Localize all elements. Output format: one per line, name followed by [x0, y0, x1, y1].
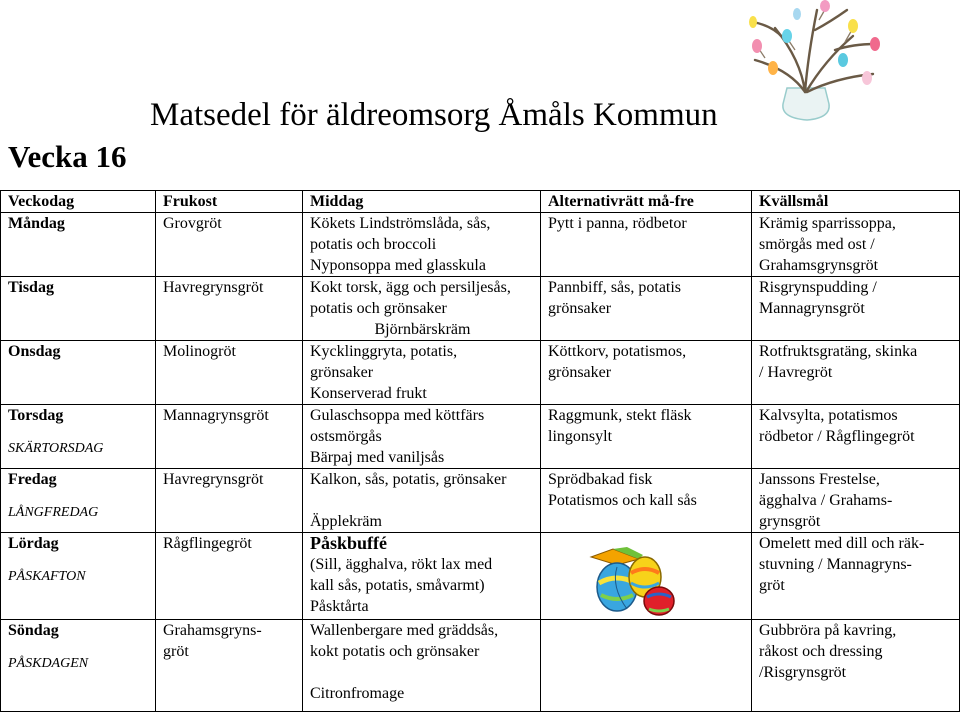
dessert-line: Påsktårta: [310, 598, 369, 615]
evening-line: Rotfruktsgratäng, skinka: [759, 343, 918, 360]
holiday-name: PÅSKDAGEN: [8, 656, 89, 671]
breakfast-text: Molinogröt: [163, 343, 236, 360]
day-name: Tisdag: [8, 279, 54, 296]
easter-branch-vase-icon: [735, 0, 885, 122]
holiday-name: SKÄRTORSDAG: [8, 441, 104, 456]
alternative-cell: [541, 405, 752, 469]
table-row: [1, 341, 960, 405]
dinner-line: kokt potatis och grönsaker: [310, 643, 480, 660]
dinner-line: (Sill, ägghalva, rökt lax med: [310, 556, 493, 573]
dinner-line: grönsaker: [310, 364, 374, 381]
day-name: Måndag: [8, 215, 65, 232]
evening-line: Grahamsgrynsgröt: [759, 257, 879, 274]
dinner-heading: Påskbuffé: [310, 533, 388, 553]
evening-line: / Havregröt: [759, 364, 833, 381]
spacer: [310, 662, 535, 683]
table-row: [1, 277, 960, 341]
alternative-line: Raggmunk, stekt fläsk: [548, 407, 692, 424]
evening-line: stuvning / Mannagryns-: [759, 556, 912, 573]
breakfast-cell: [156, 341, 303, 405]
alternative-cell: [541, 469, 752, 533]
day-cell: [1, 533, 156, 620]
alternative-line: lingonsylt: [548, 428, 613, 445]
evening-line: råkost och dressing: [759, 643, 883, 660]
evening-line: Gubbröra på kavring,: [759, 622, 897, 639]
breakfast-text: Grahamsgryns-: [163, 622, 262, 639]
breakfast-text: Rågflingegröt: [163, 535, 252, 552]
dessert-line: Nyponsoppa med glasskula: [310, 257, 486, 274]
breakfast-cell: [156, 533, 303, 620]
header-evening: Kvällsmål: [752, 191, 960, 213]
holiday-name: LÅNGFREDAG: [8, 505, 99, 520]
breakfast-cell: [156, 277, 303, 341]
table-row: [1, 533, 960, 620]
menu-table: [0, 190, 960, 712]
dessert-line: Konserverad frukt: [310, 385, 427, 402]
alternative-line: Köttkorv, potatismos,: [548, 343, 687, 360]
alternative-line: Sprödbakad fisk: [548, 471, 653, 488]
table-row: [1, 469, 960, 533]
evening-cell: [752, 277, 960, 341]
alternative-cell: [541, 277, 752, 341]
breakfast-cell: [156, 620, 303, 712]
day-cell: [1, 405, 156, 469]
day-name: Onsdag: [8, 343, 61, 360]
spacer: [310, 490, 535, 511]
dinner-line: Kycklinggryta, potatis,: [310, 343, 458, 360]
evening-line: ägghalva / Grahams-: [759, 492, 893, 509]
day-cell: [1, 213, 156, 277]
holiday-name: PÅSKAFTON: [8, 569, 86, 584]
week-label: Vecka 16: [8, 139, 127, 174]
evening-line: Krämig sparrissoppa,: [759, 215, 896, 232]
evening-cell: [752, 533, 960, 620]
evening-cell: [752, 213, 960, 277]
day-name: Lördag: [8, 535, 59, 552]
day-cell: [1, 469, 156, 533]
evening-line: Omelett med dill och räk-: [759, 535, 925, 552]
alternative-line: grönsaker: [548, 300, 612, 317]
evening-line: smörgås med ost /: [759, 236, 875, 253]
breakfast-text: gröt: [163, 643, 189, 660]
header-dinner: Middag: [303, 191, 541, 213]
breakfast-cell: [156, 213, 303, 277]
dinner-cell: [303, 277, 541, 341]
evening-line: gröt: [759, 577, 785, 594]
dessert-line: Bärpaj med vaniljsås: [310, 449, 445, 466]
evening-line: /Risgrynsgröt: [759, 664, 847, 681]
breakfast-cell: [156, 469, 303, 533]
day-name: Fredag: [8, 471, 57, 488]
dinner-line: Wallenbergare med gräddsås,: [310, 622, 499, 639]
dinner-cell: [303, 341, 541, 405]
evening-line: grynsgröt: [759, 513, 821, 530]
dinner-cell: [303, 213, 541, 277]
dinner-line: Kokt torsk, ägg och persiljesås,: [310, 279, 511, 296]
dinner-cell: [303, 533, 541, 620]
breakfast-text: Mannagrynsgröt: [163, 407, 269, 424]
dessert-line: Äpplekräm: [310, 513, 382, 530]
dinner-cell: [303, 469, 541, 533]
breakfast-text: Grovgröt: [163, 215, 222, 232]
header-breakfast: Frukost: [156, 191, 303, 213]
evening-cell: [752, 341, 960, 405]
day-cell: [1, 277, 156, 341]
evening-line: Janssons Frestelse,: [759, 471, 880, 488]
breakfast-text: Havregrynsgröt: [163, 471, 264, 488]
header-alternative: Alternativrätt må-fre: [541, 191, 752, 213]
dinner-line: potatis och broccoli: [310, 236, 437, 253]
evening-line: Risgrynspudding /: [759, 279, 877, 296]
dinner-line: Kalkon, sås, potatis, grönsaker: [310, 471, 507, 488]
dinner-line: ostsmörgås: [310, 428, 382, 445]
evening-line: Mannagrynsgröt: [759, 300, 865, 317]
dessert-line: Björnbärskräm: [374, 321, 471, 338]
breakfast-cell: [156, 405, 303, 469]
day-cell: [1, 341, 156, 405]
evening-cell: [752, 620, 960, 712]
dessert-line: Citronfromage: [310, 685, 405, 702]
header-weekday: Veckodag: [1, 191, 156, 213]
evening-line: Kalvsylta, potatismos: [759, 407, 898, 424]
alternative-cell: [541, 620, 752, 712]
table-row: [1, 620, 960, 712]
dinner-line: kall sås, potatis, småvarmt): [310, 577, 485, 594]
day-cell: [1, 620, 156, 712]
evening-cell: [752, 405, 960, 469]
table-row: [1, 213, 960, 277]
alternative-line: Pannbiff, sås, potatis: [548, 279, 682, 296]
dinner-line: Gulaschsoppa med köttfärs: [310, 407, 485, 424]
table-row: [1, 405, 960, 469]
day-name: Söndag: [8, 622, 59, 639]
alternative-line: grönsaker: [548, 364, 612, 381]
evening-line: rödbetor / Rågflingegröt: [759, 428, 915, 445]
alternative-cell: [541, 341, 752, 405]
dinner-cell: [303, 620, 541, 712]
easter-eggs-icon: [587, 547, 681, 619]
dinner-line: potatis och grönsaker: [310, 300, 447, 317]
page-title: Matsedel för äldreomsorg Åmåls Kommun: [150, 97, 718, 133]
alternative-line: Potatismos och kall sås: [548, 492, 697, 509]
breakfast-text: Havregrynsgröt: [163, 279, 264, 296]
alternative-line: Pytt i panna, rödbetor: [548, 215, 687, 232]
day-name: Torsdag: [8, 407, 64, 424]
dinner-line: Kökets Lindströmslåda, sås,: [310, 215, 491, 232]
dinner-cell: [303, 405, 541, 469]
alternative-cell: [541, 533, 752, 620]
evening-cell: [752, 469, 960, 533]
alternative-cell: [541, 213, 752, 277]
header-row: [1, 191, 960, 213]
